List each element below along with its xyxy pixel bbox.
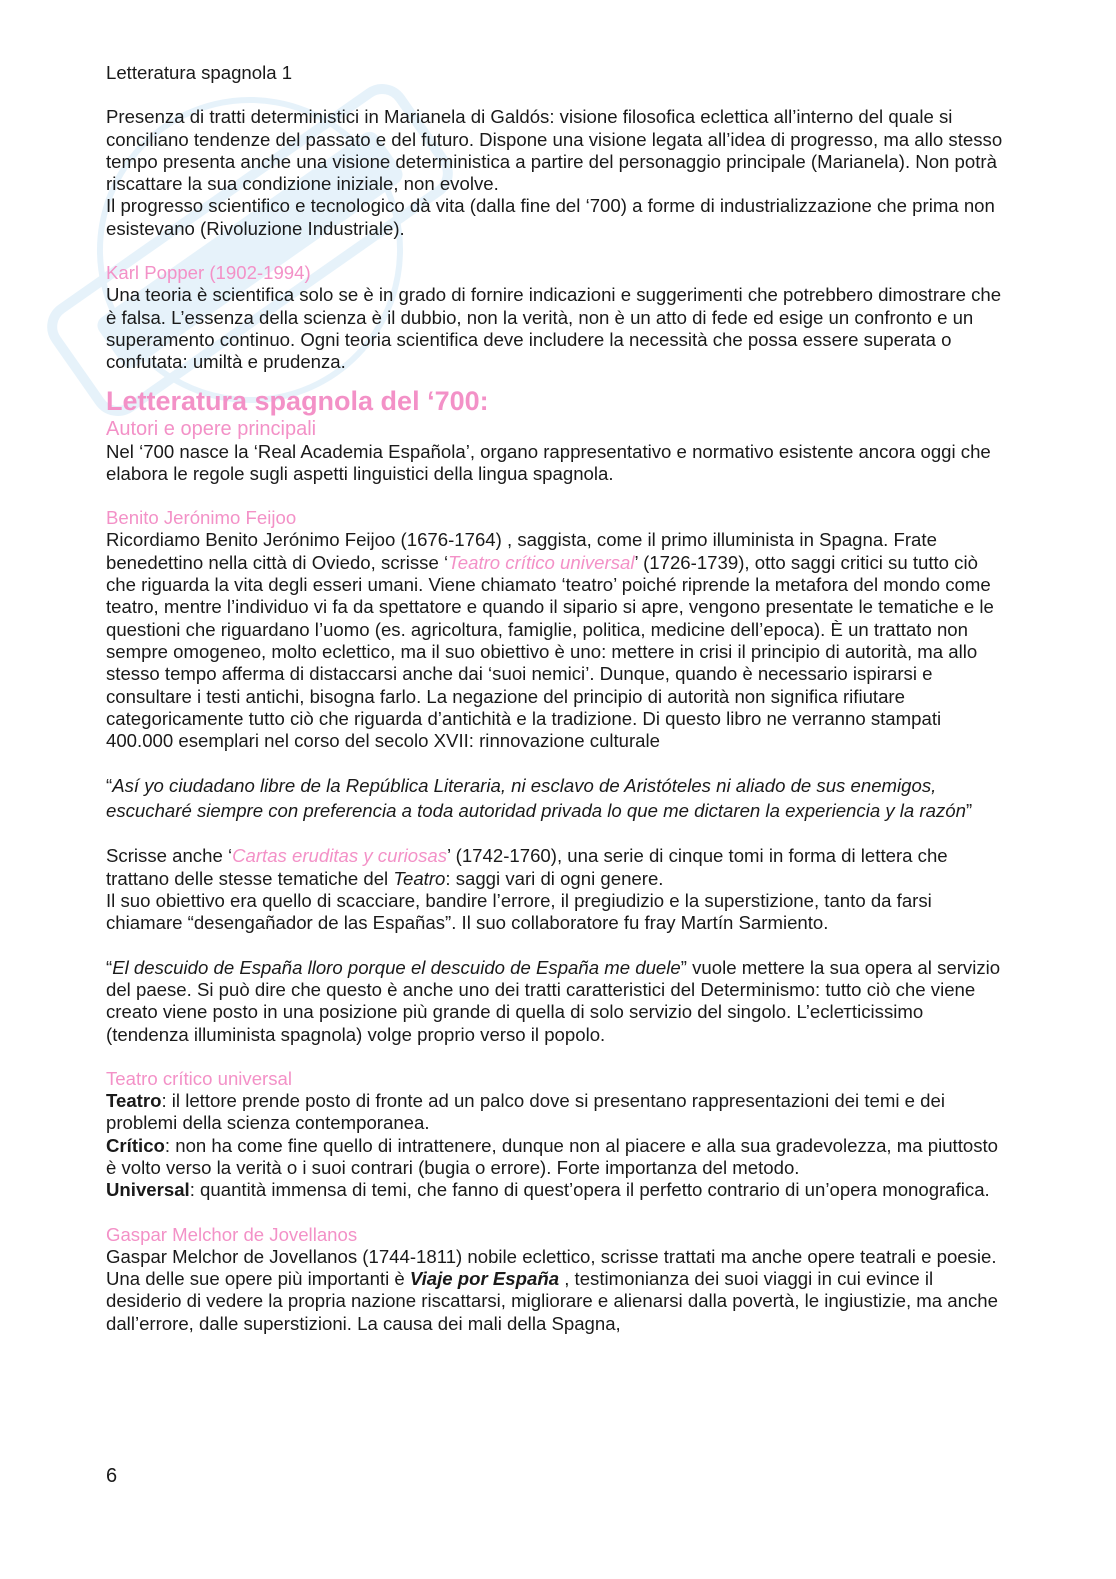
feijoo-objective-paragraph: Il suo obiettivo era quello di scacciare, bandire l’errore, il pregiudizio e la superstizione, tanto da farsi chiamare “desengañador de las Españas”. Il suo collaboratore fu fray Martín Sarmiento. (106, 890, 932, 934)
section-paragraph: Nel ‘700 nasce la ‘Real Academia Española’, organo rappresentativo e normativo esistente ancora oggi che elabora le regole sugli aspetti linguistici della lingua spagnola. (106, 440, 991, 484)
jovellanos-heading: Gaspar Melchor de Jovellanos (106, 1223, 358, 1245)
section-subtitle: Autori e opere principali (106, 417, 317, 440)
page-number: 6 (106, 1465, 118, 1487)
feijoo-heading: Benito Jerónimo Feijoo (106, 507, 297, 529)
popper-heading: Karl Popper (1902-1994) (106, 262, 311, 284)
work-title: Teatro crítico universal (448, 551, 635, 573)
teatro-heading: Teatro crítico universal (106, 1067, 293, 1089)
feijoo-quote: “Así yo ciudadano libre de la República Literaria, ni esclavo de Aristóteles ni aliado de sus enemigos, escucharé siempre con preferencia a toda autoridad privada lo que me dictaren la experiencia y la razón” (106, 775, 973, 821)
teatro-definition: Teatro: il lettore prende posto di fronte ad un palco dove si presentano rappresentazioni dei temi e dei problemi della scienza contemporanea. (106, 1090, 945, 1134)
document-header: Letteratura spagnola 1 (106, 62, 293, 83)
popper-paragraph: Una teoria è scientifica solo se è in grado di fornire indicazioni e suggerimenti che potrebbero dimostrare che è falsa. L’essenza della scienza è il dubbio, non la verità, non è un atto di fede ed esige un confronto e un superamento continuo. Ogni teoria scientifica deve includere la necessità che possa essere superata o confutata: umiltà e prudenza. (106, 284, 1002, 373)
intro-paragraph-2: Il progresso scientifico e tecnologico dà vita (dalla fine del ‘700) a forme di industrializzazione che prima non esistevano (Rivoluzione Industriale). (106, 195, 995, 239)
document-page (106, 62, 1006, 1335)
feijoo-paragraph: Ricordiamo Benito Jerónimo Feijoo (1676-1764) , saggista, come il primo illuminista in Spagna. Frate benedettino nella città di Oviedo, scrisse ‘Teatro crítico universal’ (1726-1739), otto saggi critici su tutto ciò che riguarda la vita degli esseri umani. Viene chiamato ‘teatro’ poiché riprende la metafora del mondo come teatro, mentre l’individuo vi fa da spettatore e quando il sipario si apre, vengono presentate le tematiche e le questioni che riguardano l’uomo (es. agricoltura, famiglie, politica, medicine dell’epoca). È un trattato non sempre omogeneo, molto eclettico, ma il suo obiettivo è uno: mettere in crisi il principio di autorità, ma allo stesso tempo afferma di distaccarsi anche dai ‘suoi nemici’. Dunque, quando è necessario ispirarsi e consultare i testi antichi, bisogna farlo. La negazione del principio di autorità non significa rifiutare categoricamente tutto ciò che riguarda d’antichità e la tradizione. Di questo libro ne verranno stampati 400.000 esemplari nel corso del secolo XVII: rinnovazione culturale (106, 529, 994, 752)
section-title: Letteratura spagnola del ‘700: (106, 385, 489, 416)
intro-paragraph: Presenza di tratti deterministici in Marianela di Galdós: visione filosofica eclettica all’interno del quale si conciliano tendenze del passato e del futuro. Dispone una visione legata all’idea di progresso, ma allo stesso tempo presenta anche una visione deterministica a partire del personaggio principale (Marianela). Non potrà riscattare la sua condizione iniziale, non evolve. (106, 106, 1003, 195)
universal-definition: Universal: quantità immensa di temi, che fanno di quest’opera il perfetto contrario di un’opera monografica. (106, 1179, 990, 1201)
feijoo-cartas-paragraph: Scrisse anche ‘Cartas eruditas y curiosas’ (1742-1760), una serie di cinque tomi in forma di lettera che trattano delle stesse tematiche del Teatro: saggi vari di ogni genere. (106, 845, 948, 889)
jovellanos-paragraph: Gaspar Melchor de Jovellanos (1744-1811) nobile eclettico, scrisse trattati ma anche opere teatrali e poesie. Una delle sue opere più importanti è Viaje por España , testimonianza dei suoi viaggi in cui evince il desiderio di vedere la propria nazione riscattarsi, migliorare e alienarsi dalla povertà, le ingiustizie, ma anche dall’errore, dalle superstizioni. La causa dei mali della Spagna, (106, 1245, 998, 1334)
work-title: Viaje por España (409, 1268, 560, 1290)
critico-definition: Crítico: non ha come fine quello di intrattenere, dunque non al piacere e alla sua gradevolezza, ma piuttosto è volto verso la verità o i suoi contrari (bugia o errore). Forte importanza del metodo. (106, 1134, 999, 1178)
work-title: Cartas eruditas y curiosas (232, 845, 448, 867)
feijoo-descuido-paragraph: “El descuido de España lloro porque el descuido de España me duele” vuole mettere la sua opera al servizio del paese. Si può dire che questo è anche uno dei tratti caratteristici del Determinismo: tutto ciò che viene creato viene posto in una posizione più grande di quella di solo servizio del singolo. L’eclетticissimo (tendenza illuminista spagnola) volge proprio verso il popolo. (106, 956, 1001, 1045)
